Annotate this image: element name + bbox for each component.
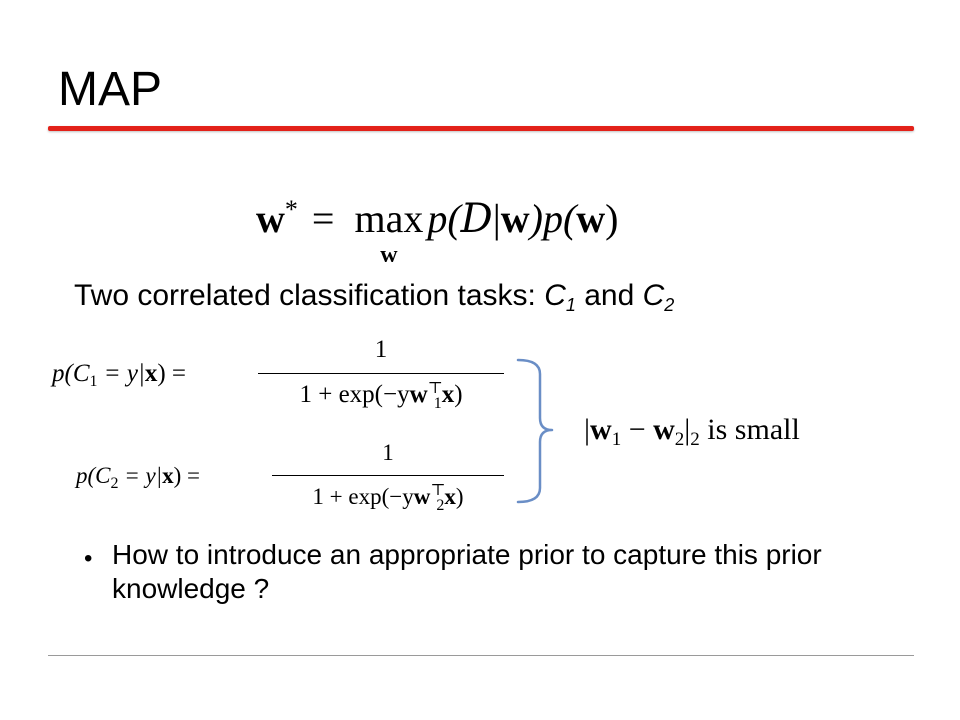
eq1-fraction-bar: [258, 373, 504, 374]
max-operator-sub: w: [380, 242, 398, 268]
eq1-fraction: [258, 336, 504, 416]
eq2-lhs-b: = y|: [118, 463, 163, 488]
map-equation: [256, 186, 619, 268]
eq-rhs-bar: |: [492, 196, 501, 241]
max-operator-text: max: [354, 196, 424, 241]
norm-w2: w: [653, 413, 675, 446]
tasks-line: [74, 276, 674, 325]
eq2-lhs-sub: 2: [110, 475, 119, 492]
eq-rhs-p1: p(: [427, 196, 461, 241]
norm-open: |: [584, 413, 591, 446]
eq-rhs-w2: w: [576, 196, 606, 241]
norm-close: |: [684, 413, 691, 446]
eq1-lhs-b: = y|: [97, 360, 145, 387]
eq-equals: =: [311, 196, 335, 241]
eq2-fraction: [272, 440, 504, 516]
eq2-lhs: [76, 461, 200, 499]
eq2-den-close: ): [455, 484, 464, 509]
title-underline: [48, 126, 914, 131]
tasks-and: and: [575, 279, 643, 312]
eq2-den-sub: 2: [436, 497, 445, 514]
bullet-item: [84, 538, 884, 606]
eq2-lhs-x: x: [162, 463, 174, 488]
eq2-lhs-a: p(C: [76, 463, 111, 488]
eq1-lhs: [52, 359, 186, 397]
norm-minus: −: [621, 413, 654, 446]
task-c1-sub: 1: [565, 295, 576, 315]
eq2-den-a: 1 + exp(−y: [312, 484, 414, 509]
eq2-denominator: [272, 480, 504, 515]
eq2-lhs-c: ) =: [173, 463, 200, 488]
eq1-numerator: 1: [374, 336, 388, 363]
eq1-den-sup: ⊤: [427, 380, 443, 397]
slide-title: MAP: [58, 63, 163, 116]
eq-lhs: w: [256, 196, 285, 241]
norm-sub: 2: [690, 429, 700, 450]
eq1-lhs-a: p(C: [52, 360, 90, 387]
eq-rhs-w1: w: [500, 196, 530, 241]
eq1-den-close: ): [454, 381, 463, 408]
eq-lhs-sup: *: [284, 195, 298, 224]
bullet-list: [84, 538, 884, 606]
eq1-lhs-c: ) =: [157, 360, 187, 387]
eq-rhs-dataset: D: [460, 196, 493, 242]
eq-rhs-close: ): [605, 196, 619, 241]
eq1-denominator: [258, 378, 504, 413]
eq2-fraction-bar: [272, 475, 504, 476]
constraint-text: [584, 412, 800, 458]
task-c1: C: [544, 279, 566, 312]
task-c2-sub: 2: [664, 295, 675, 315]
eq1-den-a: 1 + exp(−y: [299, 381, 410, 408]
eq2-den-x: x: [444, 484, 456, 509]
norm-w2-sub: 2: [674, 429, 685, 450]
tasks-prefix: Two correlated classification tasks:: [74, 279, 545, 312]
constraint-label: is small: [699, 413, 800, 446]
eq1-den-sub: 1: [433, 395, 442, 412]
eq1-den-w: w: [409, 381, 428, 408]
eq1-lhs-sub: 1: [89, 373, 98, 390]
max-operator: [354, 195, 424, 268]
bullet-text: How to introduce an appropriate prior to capture this prior knowledge ?: [112, 539, 822, 604]
eq-rhs-p2: )p(: [529, 196, 577, 241]
norm-w1: w: [590, 413, 612, 446]
footer-divider: [48, 655, 914, 656]
norm-w1-sub: 1: [611, 429, 622, 450]
eq2-den-w: w: [413, 484, 431, 509]
right-brace-icon: [510, 356, 580, 506]
eq1-den-x: x: [441, 381, 455, 408]
eq1-lhs-x: x: [144, 360, 158, 387]
task-c2: C: [642, 279, 665, 312]
eq2-numerator: 1: [382, 440, 394, 465]
bullet-marker: •: [84, 545, 93, 572]
eq2-den-sup: ⊤: [430, 482, 446, 499]
